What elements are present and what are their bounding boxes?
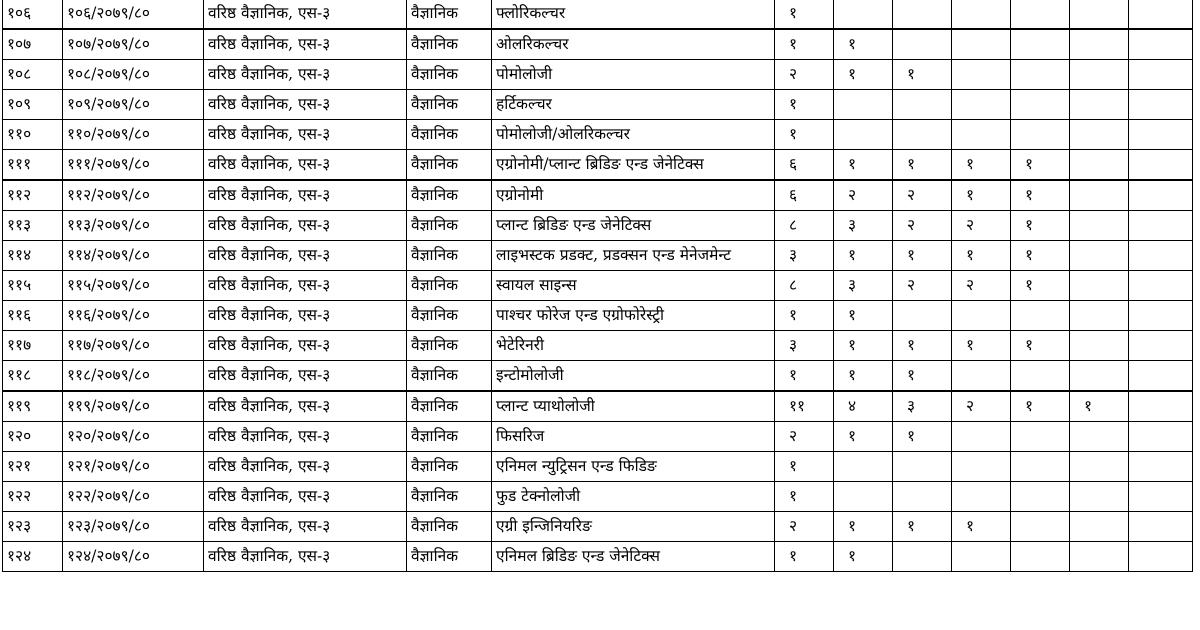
count-cell: ३ [893, 391, 952, 422]
count-cell: १ [893, 361, 952, 392]
empty-cell [1129, 241, 1193, 271]
count-cell [1011, 0, 1070, 29]
position-cell: वरिष्ठ वैज्ञानिक, एस-३ [204, 60, 407, 90]
count-cell [893, 0, 952, 29]
position-cell: वरिष्ठ वैज्ञानिक, एस-३ [204, 120, 407, 150]
advertisement-code-cell: १२२/२०७९/८० [63, 482, 204, 512]
count-cell [1011, 542, 1070, 572]
position-cell: वरिष्ठ वैज्ञानिक, एस-३ [204, 90, 407, 120]
count-cell: २ [775, 512, 834, 542]
table-row [3, 90, 1193, 120]
serial-number-cell: ११४ [3, 241, 63, 271]
position-cell: वरिष्ठ वैज्ञानिक, एस-३ [204, 542, 407, 572]
count-cell [893, 120, 952, 150]
count-cell [893, 90, 952, 120]
count-cell: १ [952, 150, 1011, 181]
count-cell: १ [834, 150, 893, 181]
count-cell [1011, 60, 1070, 90]
count-cell [952, 452, 1011, 482]
table-row [3, 482, 1193, 512]
table-row [3, 150, 1193, 181]
advertisement-code-cell: ११५/२०७९/८० [63, 271, 204, 301]
service-group-cell: वैज्ञानिक [407, 211, 492, 241]
count-cell [1070, 271, 1129, 301]
count-cell: १ [775, 361, 834, 392]
advertisement-code-cell: १०६/२०७९/८० [63, 0, 204, 29]
service-group-cell: वैज्ञानिक [407, 331, 492, 361]
empty-cell [1129, 120, 1193, 150]
subject-cell: पोमोलोजी/ओलरिकल्चर [492, 120, 775, 150]
position-cell: वरिष्ठ वैज्ञानिक, एस-३ [204, 452, 407, 482]
service-group-cell: वैज्ञानिक [407, 482, 492, 512]
position-cell: वरिष्ठ वैज्ञानिक, एस-३ [204, 0, 407, 29]
empty-cell [1129, 301, 1193, 331]
advertisement-code-cell: ११६/२०७९/८० [63, 301, 204, 331]
count-cell [1011, 512, 1070, 542]
count-cell: १ [1011, 150, 1070, 181]
count-cell [1070, 120, 1129, 150]
subject-cell: एनिमल ब्रिडिङ एन्ड जेनेटिक्स [492, 542, 775, 572]
position-cell: वरिष्ठ वैज्ञानिक, एस-३ [204, 331, 407, 361]
count-cell: १ [1011, 331, 1070, 361]
count-cell: १ [834, 301, 893, 331]
count-cell [1011, 29, 1070, 60]
table-row [3, 452, 1193, 482]
position-cell: वरिष्ठ वैज्ञानिक, एस-३ [204, 29, 407, 60]
advertisement-code-cell: ११७/२०७९/८० [63, 331, 204, 361]
advertisement-code-cell: ११३/२०७९/८० [63, 211, 204, 241]
count-cell: २ [952, 211, 1011, 241]
count-cell [952, 60, 1011, 90]
count-cell: १ [834, 361, 893, 392]
serial-number-cell: ११० [3, 120, 63, 150]
count-cell [952, 361, 1011, 392]
count-cell [952, 0, 1011, 29]
position-cell: वरिष्ठ वैज्ञानिक, एस-३ [204, 391, 407, 422]
count-cell [834, 120, 893, 150]
count-cell: १ [775, 90, 834, 120]
service-group-cell: वैज्ञानिक [407, 452, 492, 482]
count-cell [893, 452, 952, 482]
count-cell: १ [952, 180, 1011, 211]
count-cell: १ [834, 542, 893, 572]
count-cell [1070, 361, 1129, 392]
count-cell [952, 120, 1011, 150]
serial-number-cell: १०७ [3, 29, 63, 60]
empty-cell [1129, 180, 1193, 211]
table-row [3, 391, 1193, 422]
count-cell [1011, 361, 1070, 392]
count-cell [1070, 301, 1129, 331]
table-row [3, 180, 1193, 211]
serial-number-cell: ११६ [3, 301, 63, 331]
advertisement-code-cell: ११९/२०७९/८० [63, 391, 204, 422]
table-row [3, 422, 1193, 452]
count-cell: २ [952, 271, 1011, 301]
serial-number-cell: १२२ [3, 482, 63, 512]
count-cell: ३ [834, 271, 893, 301]
count-cell: १ [775, 120, 834, 150]
position-cell: वरिष्ठ वैज्ञानिक, एस-३ [204, 241, 407, 271]
count-cell: १ [893, 512, 952, 542]
serial-number-cell: ११७ [3, 331, 63, 361]
count-cell [1011, 90, 1070, 120]
serial-number-cell: १०६ [3, 0, 63, 29]
advertisement-code-cell: १०७/२०७९/८० [63, 29, 204, 60]
count-cell [1011, 120, 1070, 150]
count-cell [952, 29, 1011, 60]
advertisement-code-cell: १२४/२०७९/८० [63, 542, 204, 572]
count-cell: १ [1011, 391, 1070, 422]
count-cell: ११ [775, 391, 834, 422]
count-cell: १ [893, 60, 952, 90]
service-group-cell: वैज्ञानिक [407, 391, 492, 422]
empty-cell [1129, 331, 1193, 361]
empty-cell [1129, 512, 1193, 542]
service-group-cell: वैज्ञानिक [407, 361, 492, 392]
table-row [3, 271, 1193, 301]
count-cell: १ [893, 150, 952, 181]
service-group-cell: वैज्ञानिक [407, 90, 492, 120]
count-cell: २ [952, 391, 1011, 422]
count-cell: १ [1011, 271, 1070, 301]
count-cell [952, 90, 1011, 120]
service-group-cell: वैज्ञानिक [407, 150, 492, 181]
table-row [3, 331, 1193, 361]
count-cell: १ [775, 29, 834, 60]
count-cell [893, 542, 952, 572]
position-cell: वरिष्ठ वैज्ञानिक, एस-३ [204, 180, 407, 211]
empty-cell [1129, 29, 1193, 60]
table-row [3, 301, 1193, 331]
count-cell: ३ [834, 211, 893, 241]
count-cell [1070, 29, 1129, 60]
subject-cell: प्लान्ट ब्रिडिङ एन्ड जेनेटिक्स [492, 211, 775, 241]
count-cell: ४ [834, 391, 893, 422]
subject-cell: पाश्चर फोरेज एन्ड एग्रोफोरेस्ट्री [492, 301, 775, 331]
position-cell: वरिष्ठ वैज्ञानिक, एस-३ [204, 482, 407, 512]
subject-cell: लाइभस्टक प्रडक्ट, प्रडक्सन एन्ड मेनेजमेन्ट [492, 241, 775, 271]
count-cell: १ [834, 422, 893, 452]
subject-cell: भेटेरिनरी [492, 331, 775, 361]
position-cell: वरिष्ठ वैज्ञानिक, एस-३ [204, 422, 407, 452]
count-cell [1070, 241, 1129, 271]
count-cell: १ [775, 482, 834, 512]
advertisement-code-cell: ११८/२०७९/८० [63, 361, 204, 392]
vacancy-table-body [3, 0, 1193, 572]
service-group-cell: वैज्ञानिक [407, 0, 492, 29]
position-cell: वरिष्ठ वैज्ञानिक, एस-३ [204, 512, 407, 542]
subject-cell: एनिमल न्युट्रिसन एन्ड फिडिङ [492, 452, 775, 482]
advertisement-code-cell: १११/२०७९/८० [63, 150, 204, 181]
count-cell [1070, 482, 1129, 512]
serial-number-cell: ११५ [3, 271, 63, 301]
count-cell: १ [834, 29, 893, 60]
subject-cell: फिसरिज [492, 422, 775, 452]
empty-cell [1129, 211, 1193, 241]
serial-number-cell: ११२ [3, 180, 63, 211]
count-cell: १ [775, 0, 834, 29]
service-group-cell: वैज्ञानिक [407, 542, 492, 572]
subject-cell: प्लान्ट प्याथोलोजी [492, 391, 775, 422]
service-group-cell: वैज्ञानिक [407, 60, 492, 90]
advertisement-code-cell: ११०/२०७९/८० [63, 120, 204, 150]
count-cell: २ [893, 211, 952, 241]
table-row [3, 512, 1193, 542]
subject-cell: एग्री इन्जिनियरिङ [492, 512, 775, 542]
subject-cell: एग्रोनोमी [492, 180, 775, 211]
serial-number-cell: १०९ [3, 90, 63, 120]
count-cell [1011, 482, 1070, 512]
table-row [3, 542, 1193, 572]
count-cell [1011, 452, 1070, 482]
advertisement-code-cell: १०९/२०७९/८० [63, 90, 204, 120]
count-cell: २ [775, 422, 834, 452]
subject-cell: एग्रोनोमी/प्लान्ट ब्रिडिङ एन्ड जेनेटिक्स [492, 150, 775, 181]
advertisement-code-cell: ११२/२०७९/८० [63, 180, 204, 211]
count-cell [1070, 542, 1129, 572]
count-cell [1070, 211, 1129, 241]
count-cell [893, 301, 952, 331]
count-cell: ८ [775, 271, 834, 301]
count-cell: १ [1011, 241, 1070, 271]
table-row [3, 60, 1193, 90]
count-cell [834, 0, 893, 29]
count-cell: १ [952, 512, 1011, 542]
count-cell [952, 301, 1011, 331]
count-cell [1070, 422, 1129, 452]
count-cell: २ [775, 60, 834, 90]
table-row [3, 211, 1193, 241]
empty-cell [1129, 482, 1193, 512]
empty-cell [1129, 422, 1193, 452]
serial-number-cell: ११३ [3, 211, 63, 241]
count-cell: २ [834, 180, 893, 211]
service-group-cell: वैज्ञानिक [407, 301, 492, 331]
count-cell [893, 482, 952, 512]
count-cell [1011, 301, 1070, 331]
position-cell: वरिष्ठ वैज्ञानिक, एस-३ [204, 361, 407, 392]
count-cell [834, 452, 893, 482]
subject-cell: पोमोलोजी [492, 60, 775, 90]
count-cell [952, 422, 1011, 452]
count-cell [952, 542, 1011, 572]
count-cell [1070, 452, 1129, 482]
count-cell [1070, 60, 1129, 90]
table-row [3, 241, 1193, 271]
serial-number-cell: १२० [3, 422, 63, 452]
count-cell: १ [893, 422, 952, 452]
count-cell [952, 482, 1011, 512]
count-cell: १ [952, 331, 1011, 361]
count-cell: १ [1011, 180, 1070, 211]
count-cell: २ [893, 180, 952, 211]
serial-number-cell: १०८ [3, 60, 63, 90]
count-cell: १ [775, 542, 834, 572]
count-cell: ८ [775, 211, 834, 241]
count-cell [1070, 331, 1129, 361]
service-group-cell: वैज्ञानिक [407, 120, 492, 150]
subject-cell: स्वायल साइन्स [492, 271, 775, 301]
count-cell: १ [952, 241, 1011, 271]
empty-cell [1129, 150, 1193, 181]
count-cell [834, 90, 893, 120]
service-group-cell: वैज्ञानिक [407, 512, 492, 542]
advertisement-code-cell: १२३/२०७९/८० [63, 512, 204, 542]
service-group-cell: वैज्ञानिक [407, 241, 492, 271]
table-row [3, 0, 1193, 29]
position-cell: वरिष्ठ वैज्ञानिक, एस-३ [204, 271, 407, 301]
count-cell: ६ [775, 180, 834, 211]
position-cell: वरिष्ठ वैज्ञानिक, एस-३ [204, 301, 407, 331]
position-cell: वरिष्ठ वैज्ञानिक, एस-३ [204, 211, 407, 241]
count-cell: १ [834, 60, 893, 90]
count-cell: १ [834, 331, 893, 361]
count-cell: १ [1011, 211, 1070, 241]
serial-number-cell: ११९ [3, 391, 63, 422]
table-row [3, 361, 1193, 392]
empty-cell [1129, 391, 1193, 422]
advertisement-code-cell: ११४/२०७९/८० [63, 241, 204, 271]
serial-number-cell: १२१ [3, 452, 63, 482]
count-cell: ३ [775, 331, 834, 361]
advertisement-code-cell: १०८/२०७९/८० [63, 60, 204, 90]
subject-cell: फुड टेक्नोलोजी [492, 482, 775, 512]
service-group-cell: वैज्ञानिक [407, 422, 492, 452]
count-cell [1070, 180, 1129, 211]
count-cell: १ [834, 512, 893, 542]
count-cell [834, 482, 893, 512]
empty-cell [1129, 271, 1193, 301]
service-group-cell: वैज्ञानिक [407, 180, 492, 211]
empty-cell [1129, 361, 1193, 392]
table-row [3, 29, 1193, 60]
count-cell: १ [775, 301, 834, 331]
count-cell: २ [893, 271, 952, 301]
empty-cell [1129, 452, 1193, 482]
service-group-cell: वैज्ञानिक [407, 29, 492, 60]
empty-cell [1129, 0, 1193, 29]
service-group-cell: वैज्ञानिक [407, 271, 492, 301]
empty-cell [1129, 90, 1193, 120]
count-cell: १ [1070, 391, 1129, 422]
count-cell [1070, 512, 1129, 542]
count-cell [1070, 150, 1129, 181]
count-cell: १ [893, 241, 952, 271]
count-cell [1070, 90, 1129, 120]
subject-cell: ओलरिकल्चर [492, 29, 775, 60]
empty-cell [1129, 60, 1193, 90]
count-cell: १ [893, 331, 952, 361]
count-cell: ३ [775, 241, 834, 271]
count-cell: ६ [775, 150, 834, 181]
count-cell: १ [834, 241, 893, 271]
advertisement-code-cell: १२१/२०७९/८० [63, 452, 204, 482]
table-row [3, 120, 1193, 150]
empty-cell [1129, 542, 1193, 572]
vacancy-table [2, 0, 1193, 572]
subject-cell: फ्लोरिकल्चर [492, 0, 775, 29]
subject-cell: हर्टिकल्चर [492, 90, 775, 120]
serial-number-cell: १२३ [3, 512, 63, 542]
advertisement-code-cell: १२०/२०७९/८० [63, 422, 204, 452]
subject-cell: इन्टोमोलोजी [492, 361, 775, 392]
position-cell: वरिष्ठ वैज्ञानिक, एस-३ [204, 150, 407, 181]
serial-number-cell: १२४ [3, 542, 63, 572]
count-cell [1011, 422, 1070, 452]
serial-number-cell: १११ [3, 150, 63, 181]
count-cell: १ [775, 452, 834, 482]
serial-number-cell: ११८ [3, 361, 63, 392]
count-cell [893, 29, 952, 60]
count-cell [1070, 0, 1129, 29]
